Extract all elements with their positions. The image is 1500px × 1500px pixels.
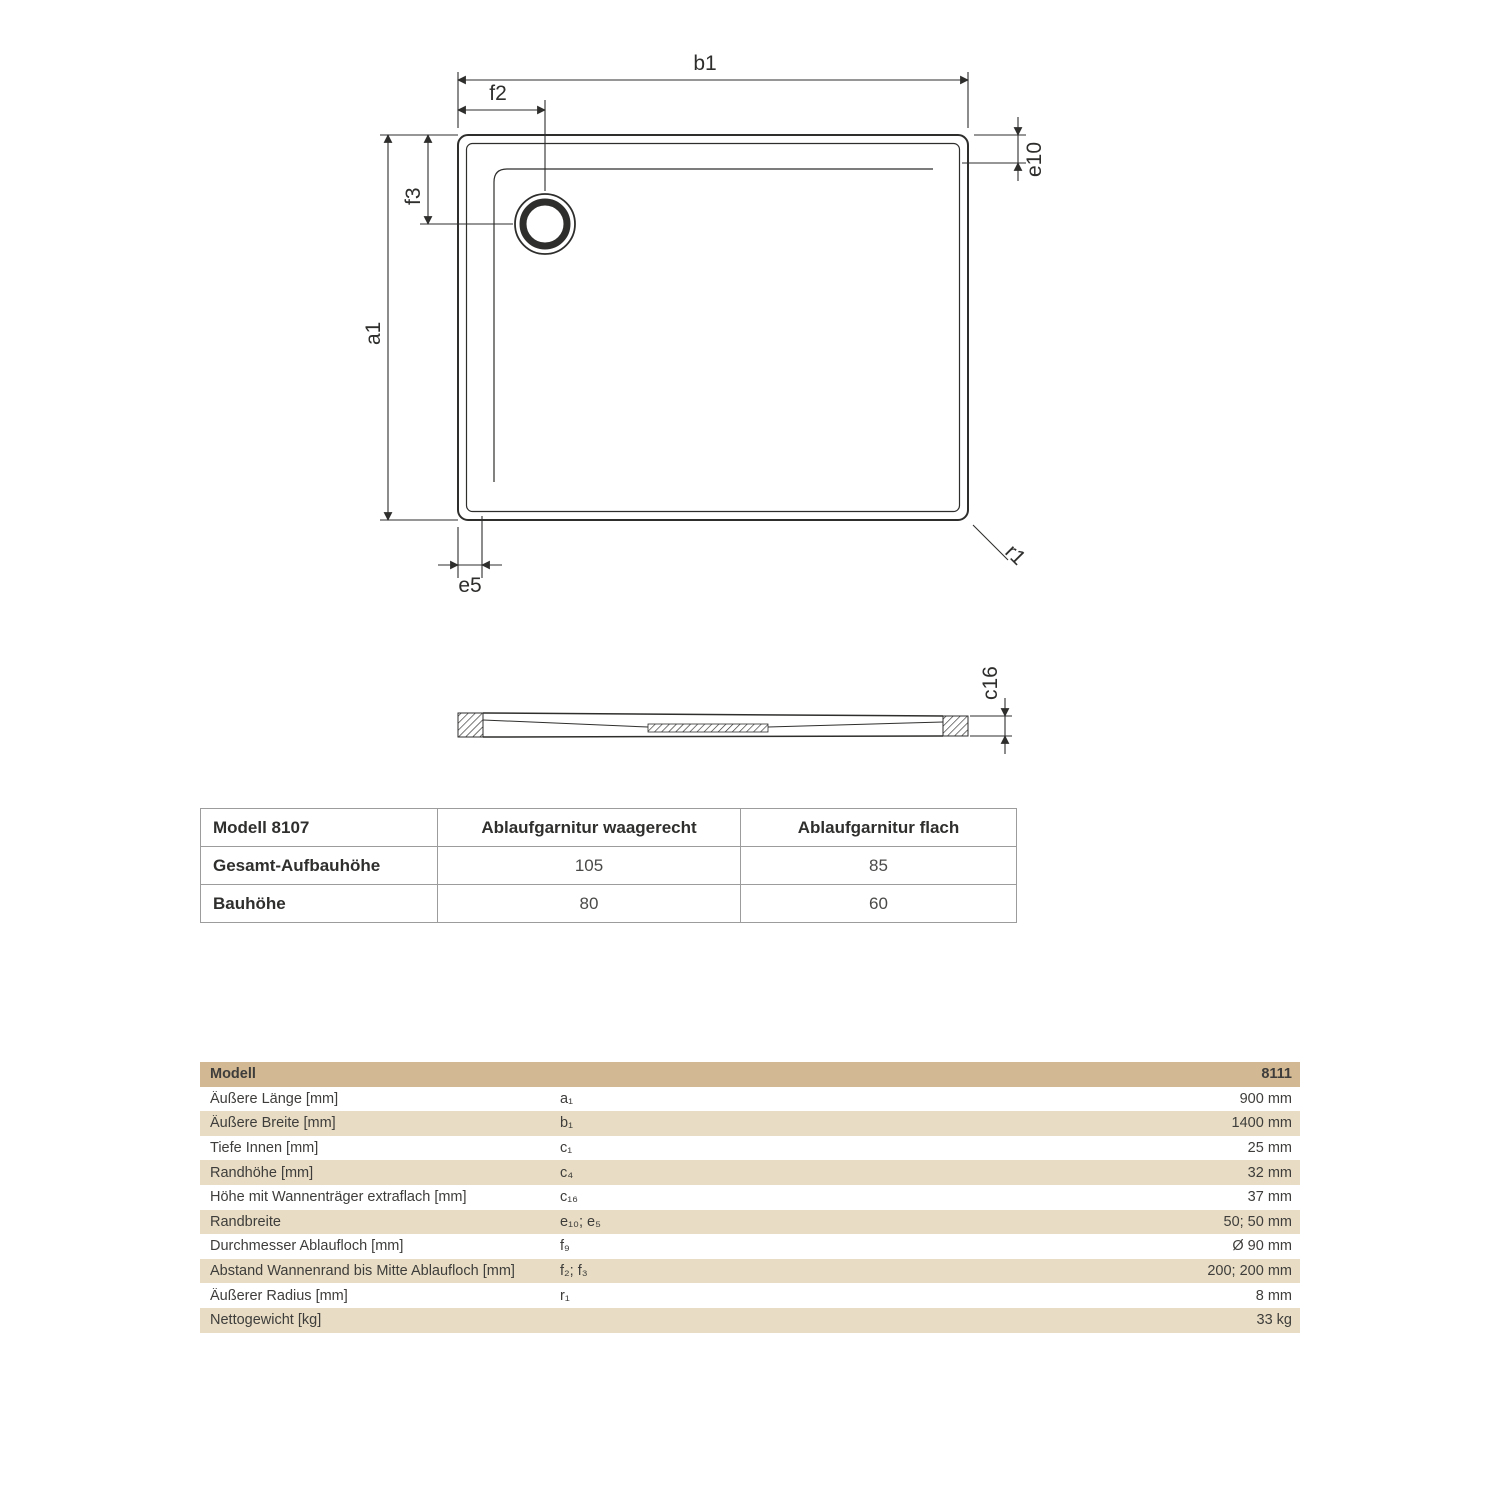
value-bauhoehe-flach: 60 xyxy=(741,885,1017,923)
spec-value: 37 mm xyxy=(1247,1189,1292,1206)
drain-circle xyxy=(515,194,575,254)
value-bauhoehe-waagerecht: 80 xyxy=(438,885,741,923)
spec-label: Äußere Länge [mm] xyxy=(210,1090,339,1107)
spec-value: 1400 mm xyxy=(1231,1115,1292,1132)
plan-dimensions xyxy=(380,72,1026,578)
section-view xyxy=(458,713,968,737)
section-dimensions xyxy=(970,698,1012,754)
spec-value: 25 mm xyxy=(1247,1140,1292,1157)
spec-symbol: f₉ xyxy=(560,1238,570,1255)
col-header-flach: Ablaufgarnitur flach xyxy=(741,809,1017,847)
spec-row-tiefe-innen xyxy=(200,1136,1300,1161)
spec-row-hoehe-wannentraeger xyxy=(200,1185,1300,1210)
dimension-labels xyxy=(362,52,1046,700)
spec-row-abstand-ablaufloch xyxy=(200,1259,1300,1284)
spec-row-aeusserer-radius xyxy=(200,1283,1300,1308)
table-row xyxy=(201,847,1017,885)
spec-symbol: c₁ xyxy=(560,1140,573,1157)
spec-value: 8111 xyxy=(1261,1066,1292,1083)
tray-floor-contour xyxy=(494,169,933,482)
section-drain-strip xyxy=(648,724,768,732)
dim-label-e10: e10 xyxy=(1023,141,1046,177)
spec-row-durchmesser-ablaufloch xyxy=(200,1234,1300,1259)
spec-symbol: b₁ xyxy=(560,1115,573,1132)
spec-row-aeussere-laenge xyxy=(200,1087,1300,1112)
dim-label-f3: f3 xyxy=(402,187,425,205)
spec-symbol: f₂; f₃ xyxy=(560,1263,588,1280)
spec-symbol: c₄ xyxy=(560,1164,574,1181)
spec-row-nettogewicht xyxy=(200,1308,1300,1333)
spec-label: Nettogewicht [kg] xyxy=(210,1312,322,1329)
spec-symbol: r₁ xyxy=(560,1287,570,1304)
spec-label: Äußerer Radius [mm] xyxy=(210,1287,348,1304)
tray-outer-outline xyxy=(458,135,968,520)
spec-label: Randhöhe [mm] xyxy=(210,1164,314,1181)
dim-label-b1: b1 xyxy=(693,52,717,75)
model-table-header-row xyxy=(201,809,1017,847)
spec-label: Modell xyxy=(210,1066,256,1083)
spec-symbol: c₁₆ xyxy=(560,1189,578,1206)
section-right-foot xyxy=(943,716,968,736)
spec-table xyxy=(200,1062,1300,1333)
spec-row-aeussere-breite xyxy=(200,1111,1300,1136)
col-header-waagerecht: Ablaufgarnitur waagerecht xyxy=(438,809,741,847)
row-label-bauhoehe: Bauhöhe xyxy=(201,885,438,923)
spec-label: Tiefe Innen [mm] xyxy=(210,1140,319,1157)
spec-label: Abstand Wannenrand bis Mitte Ablaufloch [mm] xyxy=(210,1263,515,1280)
model-table-title: Modell 8107 xyxy=(201,809,438,847)
spec-value: 50; 50 mm xyxy=(1223,1213,1292,1230)
spec-label: Äußere Breite [mm] xyxy=(210,1115,336,1132)
spec-value: Ø 90 mm xyxy=(1232,1238,1292,1255)
spec-row-modell xyxy=(200,1062,1300,1087)
spec-label: Höhe mit Wannenträger extraflach [mm] xyxy=(210,1189,467,1206)
dim-label-a1: a1 xyxy=(362,321,385,345)
spec-label: Randbreite xyxy=(210,1213,281,1230)
spec-value: 900 mm xyxy=(1239,1090,1292,1107)
dim-label-f2: f2 xyxy=(489,82,507,105)
spec-row-randbreite xyxy=(200,1210,1300,1235)
spec-symbol: e₁₀; e₅ xyxy=(560,1213,601,1230)
row-label-gesamt-aufbauhoehe: Gesamt-Aufbauhöhe xyxy=(201,847,438,885)
spec-value: 32 mm xyxy=(1247,1164,1292,1181)
spec-symbol: a₁ xyxy=(560,1090,573,1107)
section-left-foot xyxy=(458,713,483,737)
dim-label-r1: r1 xyxy=(1000,540,1030,570)
tray-inner-rim xyxy=(467,144,960,512)
spec-value: 33 kg xyxy=(1256,1312,1292,1329)
plan-view xyxy=(458,135,968,520)
value-gesamt-flach: 85 xyxy=(741,847,1017,885)
dim-label-c16: c16 xyxy=(979,666,1002,700)
spec-value: 200; 200 mm xyxy=(1207,1263,1292,1280)
model-8107-table xyxy=(200,808,1017,923)
value-gesamt-waagerecht: 105 xyxy=(438,847,741,885)
table-row xyxy=(201,885,1017,923)
spec-label: Durchmesser Ablaufloch [mm] xyxy=(210,1238,404,1255)
spec-row-randhoehe xyxy=(200,1160,1300,1185)
spec-value: 8 mm xyxy=(1255,1287,1292,1304)
dim-label-e5: e5 xyxy=(458,574,482,597)
